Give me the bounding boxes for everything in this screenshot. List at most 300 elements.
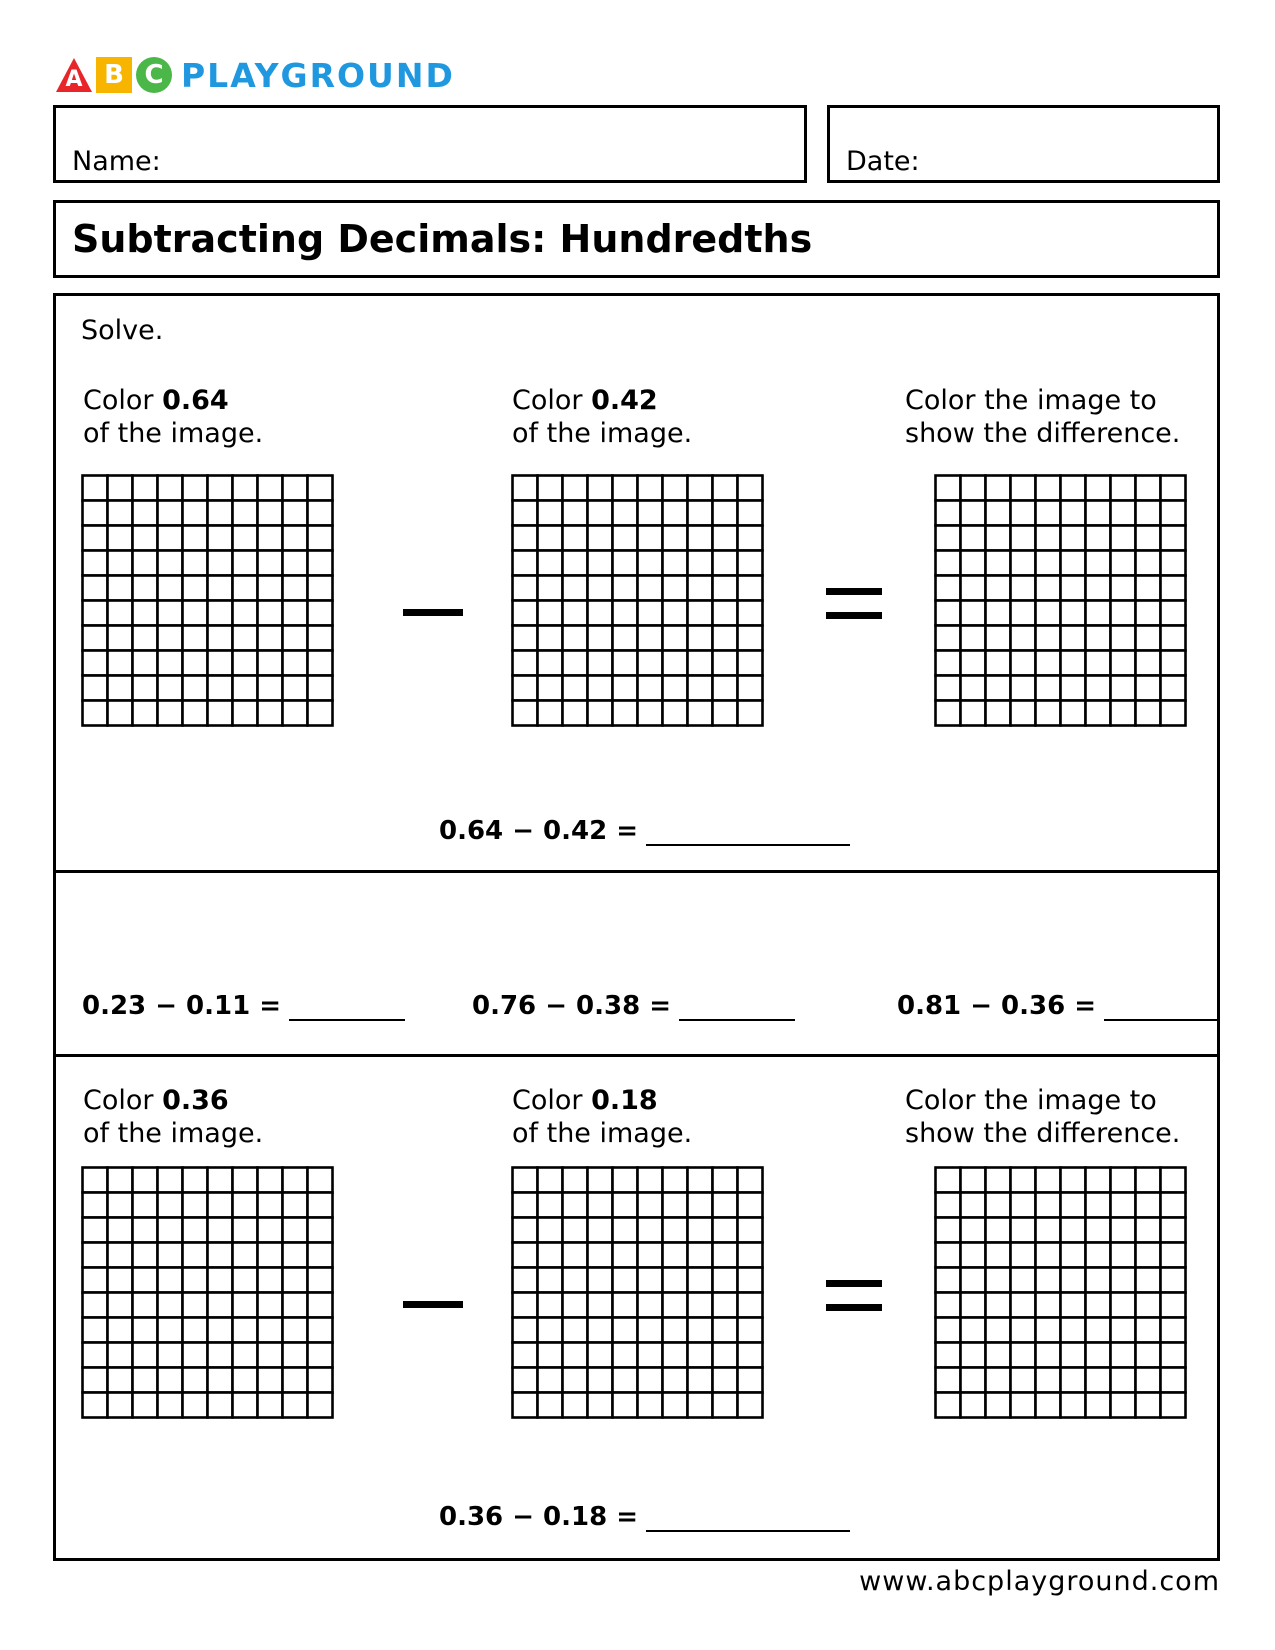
grid-cell[interactable] (563, 1243, 588, 1268)
grid-cell[interactable] (1011, 526, 1036, 551)
grid-cell[interactable] (588, 1218, 613, 1243)
grid-cell[interactable] (961, 1243, 986, 1268)
grid-cell[interactable] (308, 1293, 333, 1318)
grid-cell[interactable] (1161, 526, 1186, 551)
grid-cell[interactable] (1036, 1293, 1061, 1318)
grid-cell[interactable] (133, 1293, 158, 1318)
grid-cell[interactable] (1136, 1318, 1161, 1343)
grid-cell[interactable] (663, 1343, 688, 1368)
grid-cell[interactable] (283, 1243, 308, 1268)
grid-cell[interactable] (258, 576, 283, 601)
grid-cell[interactable] (738, 626, 763, 651)
grid-cell[interactable] (133, 526, 158, 551)
grid-cell[interactable] (83, 1243, 108, 1268)
grid-cell[interactable] (83, 1318, 108, 1343)
grid-cell[interactable] (258, 1393, 283, 1418)
grid-cell[interactable] (1011, 501, 1036, 526)
grid-cell[interactable] (183, 1218, 208, 1243)
grid-cell[interactable] (688, 1368, 713, 1393)
grid-cell[interactable] (638, 1293, 663, 1318)
grid-cell[interactable] (1111, 1193, 1136, 1218)
grid-cell[interactable] (1061, 1293, 1086, 1318)
grid-cell[interactable] (538, 576, 563, 601)
grid-cell[interactable] (233, 1268, 258, 1293)
grid-cell[interactable] (613, 1343, 638, 1368)
grid-cell[interactable] (1011, 551, 1036, 576)
hundred-grid-p1-b[interactable] (511, 474, 764, 727)
grid-cell[interactable] (738, 1218, 763, 1243)
grid-cell[interactable] (283, 476, 308, 501)
grid-cell[interactable] (713, 501, 738, 526)
grid-cell[interactable] (83, 526, 108, 551)
grid-cell[interactable] (108, 651, 133, 676)
hundred-grid-p2-c[interactable] (934, 1166, 1187, 1419)
grid-cell[interactable] (108, 1318, 133, 1343)
grid-cell[interactable] (1111, 576, 1136, 601)
grid-cell[interactable] (986, 676, 1011, 701)
grid-cell[interactable] (233, 1243, 258, 1268)
grid-cell[interactable] (1036, 626, 1061, 651)
grid-cell[interactable] (1061, 1193, 1086, 1218)
grid-cell[interactable] (936, 1343, 961, 1368)
grid-cell[interactable] (738, 476, 763, 501)
grid-cell[interactable] (638, 601, 663, 626)
grid-cell[interactable] (588, 1268, 613, 1293)
grid-cell[interactable] (183, 1293, 208, 1318)
grid-cell[interactable] (1061, 1318, 1086, 1343)
grid-cell[interactable] (936, 1243, 961, 1268)
grid-cell[interactable] (588, 1193, 613, 1218)
grid-cell[interactable] (233, 501, 258, 526)
grid-cell[interactable] (183, 576, 208, 601)
grid-cell[interactable] (936, 601, 961, 626)
grid-cell[interactable] (986, 526, 1011, 551)
grid-cell[interactable] (183, 1168, 208, 1193)
mid-answer-blank-2[interactable] (679, 995, 795, 1021)
grid-cell[interactable] (513, 676, 538, 701)
grid-cell[interactable] (258, 601, 283, 626)
grid-cell[interactable] (308, 676, 333, 701)
grid-cell[interactable] (308, 601, 333, 626)
grid-cell[interactable] (208, 551, 233, 576)
grid-cell[interactable] (638, 1368, 663, 1393)
grid-cell[interactable] (1161, 1318, 1186, 1343)
grid-cell[interactable] (588, 1343, 613, 1368)
grid-cell[interactable] (283, 1343, 308, 1368)
grid-cell[interactable] (613, 1218, 638, 1243)
grid-cell[interactable] (513, 1193, 538, 1218)
grid-cell[interactable] (308, 651, 333, 676)
grid-cell[interactable] (308, 526, 333, 551)
grid-cell[interactable] (663, 501, 688, 526)
grid-cell[interactable] (1061, 476, 1086, 501)
grid-cell[interactable] (638, 626, 663, 651)
grid-cell[interactable] (613, 1193, 638, 1218)
grid-cell[interactable] (108, 1268, 133, 1293)
grid-cell[interactable] (158, 676, 183, 701)
grid-cell[interactable] (613, 1293, 638, 1318)
grid-cell[interactable] (563, 1268, 588, 1293)
grid-cell[interactable] (1086, 1293, 1111, 1318)
grid-cell[interactable] (961, 676, 986, 701)
grid-cell[interactable] (158, 626, 183, 651)
grid-cell[interactable] (588, 1393, 613, 1418)
grid-cell[interactable] (613, 626, 638, 651)
grid-cell[interactable] (986, 1318, 1011, 1343)
grid-cell[interactable] (538, 501, 563, 526)
grid-cell[interactable] (986, 1343, 1011, 1368)
grid-cell[interactable] (513, 1243, 538, 1268)
grid-cell[interactable] (308, 551, 333, 576)
grid-cell[interactable] (1136, 1218, 1161, 1243)
grid-cell[interactable] (183, 1393, 208, 1418)
grid-cell[interactable] (513, 601, 538, 626)
grid-cell[interactable] (713, 551, 738, 576)
grid-cell[interactable] (283, 501, 308, 526)
grid-cell[interactable] (308, 1218, 333, 1243)
grid-cell[interactable] (83, 501, 108, 526)
grid-cell[interactable] (133, 676, 158, 701)
grid-cell[interactable] (1061, 1268, 1086, 1293)
grid-cell[interactable] (588, 526, 613, 551)
grid-cell[interactable] (588, 576, 613, 601)
grid-cell[interactable] (563, 576, 588, 601)
grid-cell[interactable] (638, 1268, 663, 1293)
grid-cell[interactable] (1086, 1318, 1111, 1343)
grid-cell[interactable] (1061, 701, 1086, 726)
grid-cell[interactable] (158, 1318, 183, 1343)
grid-cell[interactable] (1036, 701, 1061, 726)
grid-cell[interactable] (158, 551, 183, 576)
grid-cell[interactable] (208, 601, 233, 626)
grid-cell[interactable] (936, 476, 961, 501)
grid-cell[interactable] (133, 651, 158, 676)
grid-cell[interactable] (513, 1318, 538, 1343)
grid-cell[interactable] (108, 601, 133, 626)
grid-cell[interactable] (613, 1368, 638, 1393)
grid-cell[interactable] (208, 651, 233, 676)
grid-cell[interactable] (1111, 1243, 1136, 1268)
grid-cell[interactable] (158, 651, 183, 676)
grid-cell[interactable] (538, 651, 563, 676)
grid-cell[interactable] (108, 1393, 133, 1418)
grid-cell[interactable] (638, 501, 663, 526)
grid-cell[interactable] (1136, 651, 1161, 676)
grid-cell[interactable] (1061, 1393, 1086, 1418)
grid-cell[interactable] (1136, 551, 1161, 576)
grid-cell[interactable] (1111, 1343, 1136, 1368)
grid-cell[interactable] (1061, 551, 1086, 576)
grid-cell[interactable] (513, 626, 538, 651)
grid-cell[interactable] (158, 576, 183, 601)
hundred-grid-p2-b[interactable] (511, 1166, 764, 1419)
grid-cell[interactable] (738, 1343, 763, 1368)
grid-cell[interactable] (83, 1368, 108, 1393)
grid-cell[interactable] (308, 1268, 333, 1293)
grid-cell[interactable] (158, 1393, 183, 1418)
grid-cell[interactable] (283, 1218, 308, 1243)
grid-cell[interactable] (1111, 676, 1136, 701)
grid-cell[interactable] (936, 1168, 961, 1193)
grid-cell[interactable] (688, 1393, 713, 1418)
grid-cell[interactable] (538, 1268, 563, 1293)
grid-cell[interactable] (663, 1218, 688, 1243)
grid-cell[interactable] (513, 1268, 538, 1293)
grid-cell[interactable] (208, 1343, 233, 1368)
grid-cell[interactable] (738, 651, 763, 676)
grid-cell[interactable] (183, 1268, 208, 1293)
grid-cell[interactable] (513, 1218, 538, 1243)
grid-cell[interactable] (1111, 626, 1136, 651)
grid-cell[interactable] (1011, 1393, 1036, 1418)
grid-cell[interactable] (538, 626, 563, 651)
grid-cell[interactable] (83, 626, 108, 651)
grid-cell[interactable] (1161, 601, 1186, 626)
grid-cell[interactable] (663, 1368, 688, 1393)
grid-cell[interactable] (108, 1243, 133, 1268)
grid-cell[interactable] (513, 476, 538, 501)
grid-cell[interactable] (961, 526, 986, 551)
grid-cell[interactable] (713, 1218, 738, 1243)
grid-cell[interactable] (1011, 626, 1036, 651)
p2-answer-blank[interactable] (646, 1506, 850, 1532)
grid-cell[interactable] (1136, 576, 1161, 601)
grid-cell[interactable] (986, 1243, 1011, 1268)
grid-cell[interactable] (1061, 626, 1086, 651)
grid-cell[interactable] (1036, 576, 1061, 601)
grid-cell[interactable] (258, 1318, 283, 1343)
grid-cell[interactable] (961, 551, 986, 576)
grid-cell[interactable] (108, 1293, 133, 1318)
grid-cell[interactable] (513, 1368, 538, 1393)
grid-cell[interactable] (538, 1318, 563, 1343)
grid-cell[interactable] (713, 526, 738, 551)
grid-cell[interactable] (688, 501, 713, 526)
grid-cell[interactable] (158, 501, 183, 526)
p1-answer-blank[interactable] (646, 820, 850, 846)
grid-cell[interactable] (1136, 1368, 1161, 1393)
grid-cell[interactable] (108, 626, 133, 651)
grid-cell[interactable] (1061, 1218, 1086, 1243)
grid-cell[interactable] (1086, 626, 1111, 651)
grid-cell[interactable] (158, 1268, 183, 1293)
grid-cell[interactable] (513, 576, 538, 601)
grid-cell[interactable] (986, 651, 1011, 676)
grid-cell[interactable] (563, 676, 588, 701)
grid-cell[interactable] (936, 701, 961, 726)
grid-cell[interactable] (713, 1368, 738, 1393)
grid-cell[interactable] (1111, 1293, 1136, 1318)
grid-cell[interactable] (613, 1268, 638, 1293)
grid-cell[interactable] (613, 676, 638, 701)
grid-cell[interactable] (1161, 1368, 1186, 1393)
grid-cell[interactable] (258, 1268, 283, 1293)
grid-cell[interactable] (183, 651, 208, 676)
grid-cell[interactable] (1011, 701, 1036, 726)
grid-cell[interactable] (738, 576, 763, 601)
grid-cell[interactable] (1036, 1318, 1061, 1343)
grid-cell[interactable] (83, 651, 108, 676)
grid-cell[interactable] (638, 1193, 663, 1218)
grid-cell[interactable] (1161, 1243, 1186, 1268)
hundred-grid-p2-a[interactable] (81, 1166, 334, 1419)
grid-cell[interactable] (283, 1168, 308, 1193)
grid-cell[interactable] (513, 1343, 538, 1368)
grid-cell[interactable] (108, 1368, 133, 1393)
grid-cell[interactable] (1011, 651, 1036, 676)
grid-cell[interactable] (538, 1393, 563, 1418)
grid-cell[interactable] (1161, 501, 1186, 526)
grid-cell[interactable] (1086, 476, 1111, 501)
grid-cell[interactable] (308, 1368, 333, 1393)
grid-cell[interactable] (713, 576, 738, 601)
grid-cell[interactable] (233, 526, 258, 551)
grid-cell[interactable] (1136, 1293, 1161, 1318)
grid-cell[interactable] (1136, 1243, 1161, 1268)
grid-cell[interactable] (133, 1343, 158, 1368)
grid-cell[interactable] (638, 1393, 663, 1418)
grid-cell[interactable] (713, 1293, 738, 1318)
grid-cell[interactable] (1011, 1218, 1036, 1243)
grid-cell[interactable] (283, 1193, 308, 1218)
grid-cell[interactable] (588, 551, 613, 576)
grid-cell[interactable] (1161, 551, 1186, 576)
grid-cell[interactable] (936, 1293, 961, 1318)
grid-cell[interactable] (538, 701, 563, 726)
grid-cell[interactable] (1136, 626, 1161, 651)
grid-cell[interactable] (613, 651, 638, 676)
grid-cell[interactable] (1136, 476, 1161, 501)
grid-cell[interactable] (538, 1218, 563, 1243)
grid-cell[interactable] (1086, 526, 1111, 551)
grid-cell[interactable] (688, 1243, 713, 1268)
grid-cell[interactable] (83, 601, 108, 626)
grid-cell[interactable] (183, 501, 208, 526)
grid-cell[interactable] (308, 701, 333, 726)
grid-cell[interactable] (663, 676, 688, 701)
grid-cell[interactable] (233, 626, 258, 651)
grid-cell[interactable] (283, 601, 308, 626)
grid-cell[interactable] (233, 651, 258, 676)
grid-cell[interactable] (663, 1193, 688, 1218)
grid-cell[interactable] (1086, 1343, 1111, 1368)
grid-cell[interactable] (83, 576, 108, 601)
grid-cell[interactable] (1011, 601, 1036, 626)
grid-cell[interactable] (1111, 1168, 1136, 1193)
grid-cell[interactable] (713, 1393, 738, 1418)
grid-cell[interactable] (638, 526, 663, 551)
grid-cell[interactable] (283, 651, 308, 676)
grid-cell[interactable] (738, 1318, 763, 1343)
grid-cell[interactable] (513, 526, 538, 551)
grid-cell[interactable] (283, 526, 308, 551)
grid-cell[interactable] (1011, 1318, 1036, 1343)
grid-cell[interactable] (1061, 1243, 1086, 1268)
grid-cell[interactable] (208, 1168, 233, 1193)
grid-cell[interactable] (936, 551, 961, 576)
grid-cell[interactable] (638, 676, 663, 701)
grid-cell[interactable] (258, 476, 283, 501)
grid-cell[interactable] (563, 476, 588, 501)
grid-cell[interactable] (961, 501, 986, 526)
grid-cell[interactable] (713, 676, 738, 701)
grid-cell[interactable] (688, 1218, 713, 1243)
grid-cell[interactable] (1086, 601, 1111, 626)
grid-cell[interactable] (1061, 576, 1086, 601)
grid-cell[interactable] (308, 476, 333, 501)
grid-cell[interactable] (308, 501, 333, 526)
grid-cell[interactable] (538, 1168, 563, 1193)
grid-cell[interactable] (83, 1293, 108, 1318)
grid-cell[interactable] (961, 1293, 986, 1318)
grid-cell[interactable] (563, 1293, 588, 1318)
grid-cell[interactable] (1161, 1193, 1186, 1218)
grid-cell[interactable] (588, 651, 613, 676)
grid-cell[interactable] (133, 501, 158, 526)
grid-cell[interactable] (183, 551, 208, 576)
grid-cell[interactable] (1161, 1218, 1186, 1243)
grid-cell[interactable] (563, 1193, 588, 1218)
grid-cell[interactable] (986, 1368, 1011, 1393)
grid-cell[interactable] (588, 501, 613, 526)
mid-answer-blank-1[interactable] (289, 995, 405, 1021)
grid-cell[interactable] (158, 1168, 183, 1193)
grid-cell[interactable] (83, 701, 108, 726)
grid-cell[interactable] (133, 576, 158, 601)
grid-cell[interactable] (961, 651, 986, 676)
grid-cell[interactable] (738, 676, 763, 701)
grid-cell[interactable] (1036, 676, 1061, 701)
grid-cell[interactable] (158, 1293, 183, 1318)
grid-cell[interactable] (183, 1193, 208, 1218)
grid-cell[interactable] (986, 501, 1011, 526)
grid-cell[interactable] (158, 1193, 183, 1218)
grid-cell[interactable] (1036, 651, 1061, 676)
grid-cell[interactable] (986, 1218, 1011, 1243)
grid-cell[interactable] (1086, 1218, 1111, 1243)
grid-cell[interactable] (283, 1368, 308, 1393)
grid-cell[interactable] (133, 1268, 158, 1293)
grid-cell[interactable] (233, 1218, 258, 1243)
grid-cell[interactable] (183, 1243, 208, 1268)
grid-cell[interactable] (1061, 1168, 1086, 1193)
grid-cell[interactable] (308, 576, 333, 601)
grid-cell[interactable] (1136, 1393, 1161, 1418)
grid-cell[interactable] (563, 651, 588, 676)
grid-cell[interactable] (663, 1318, 688, 1343)
grid-cell[interactable] (936, 1193, 961, 1218)
grid-cell[interactable] (663, 476, 688, 501)
grid-cell[interactable] (936, 651, 961, 676)
grid-cell[interactable] (713, 476, 738, 501)
grid-cell[interactable] (108, 551, 133, 576)
grid-cell[interactable] (233, 601, 258, 626)
grid-cell[interactable] (688, 1318, 713, 1343)
grid-cell[interactable] (986, 1393, 1011, 1418)
grid-cell[interactable] (258, 701, 283, 726)
grid-cell[interactable] (83, 476, 108, 501)
grid-cell[interactable] (233, 1168, 258, 1193)
grid-cell[interactable] (613, 526, 638, 551)
grid-cell[interactable] (563, 501, 588, 526)
grid-cell[interactable] (688, 701, 713, 726)
grid-cell[interactable] (638, 1343, 663, 1368)
grid-cell[interactable] (738, 601, 763, 626)
grid-cell[interactable] (936, 1368, 961, 1393)
grid-cell[interactable] (563, 1168, 588, 1193)
grid-cell[interactable] (258, 1218, 283, 1243)
grid-cell[interactable] (133, 476, 158, 501)
